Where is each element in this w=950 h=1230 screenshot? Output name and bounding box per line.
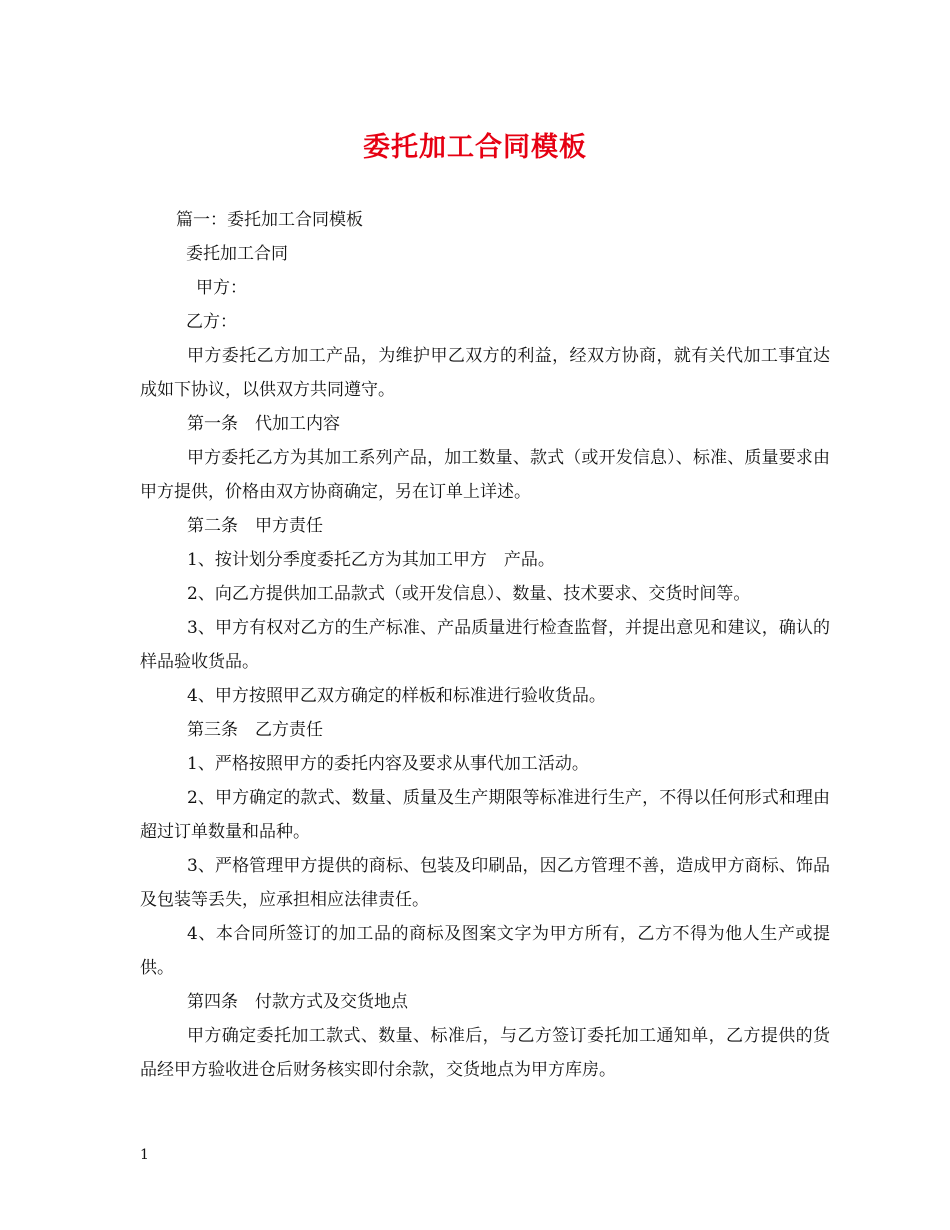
list-item: 4、本合同所签订的加工品的商标及图案文字为甲方所有，乙方不得为他人生产或提供。 <box>140 924 830 978</box>
party-a-line: 甲方： <box>196 278 247 298</box>
paragraph: 甲方委托乙方为其加工系列产品，加工数量、款式（或开发信息）、标准、质量要求由甲方提供，价格由双方协商确定，另在订单上详述。 <box>140 448 830 502</box>
list-item: 2、向乙方提供加工品款式（或开发信息）、数量、技术要求、交货时间等。 <box>187 584 751 604</box>
list-item: 3、甲方有权对乙方的生产标准、产品质量进行检查监督，并提出意见和建议，确认的样品验收货品。 <box>140 618 830 672</box>
article-heading: 第三条 乙方责任 <box>187 720 323 740</box>
list-item: 1、严格按照甲方的委托内容及要求从事代加工活动。 <box>187 754 589 774</box>
contract-name: 委托加工合同 <box>186 244 288 264</box>
party-b-line: 乙方： <box>186 312 237 332</box>
list-item: 2、甲方确定的款式、数量、质量及生产期限等标准进行生产，不得以任何形式和理由超过订单数量和品种。 <box>140 788 830 842</box>
document-title: 委托加工合同模板 <box>363 132 587 163</box>
article-heading: 第四条 付款方式及交货地点 <box>187 992 408 1012</box>
document-body <box>140 203 830 1087</box>
list-item: 1、按计划分季度委托乙方为其加工甲方 产品。 <box>187 550 555 570</box>
section-heading: 篇一：委托加工合同模板 <box>176 210 363 230</box>
paragraph: 甲方委托乙方加工产品，为维护甲乙双方的利益，经双方协商，就有关代加工事宜达成如下协议，以供双方共同遵守。 <box>140 346 830 400</box>
paragraph: 甲方确定委托加工款式、数量、标准后，与乙方签订委托加工通知单，乙方提供的货品经甲方验收进仓后财务核实即付余款，交货地点为甲方库房。 <box>140 1026 830 1080</box>
list-item: 4、甲方按照甲乙双方确定的样板和标准进行验收货品。 <box>187 686 606 706</box>
page-number: 1 <box>140 1147 149 1163</box>
list-item: 3、严格管理甲方提供的商标、包装及印刷品，因乙方管理不善，造成甲方商标、饰品及包装等丢失，应承担相应法律责任。 <box>140 856 830 910</box>
article-heading: 第一条 代加工内容 <box>187 414 340 434</box>
article-heading: 第二条 甲方责任 <box>187 516 323 536</box>
